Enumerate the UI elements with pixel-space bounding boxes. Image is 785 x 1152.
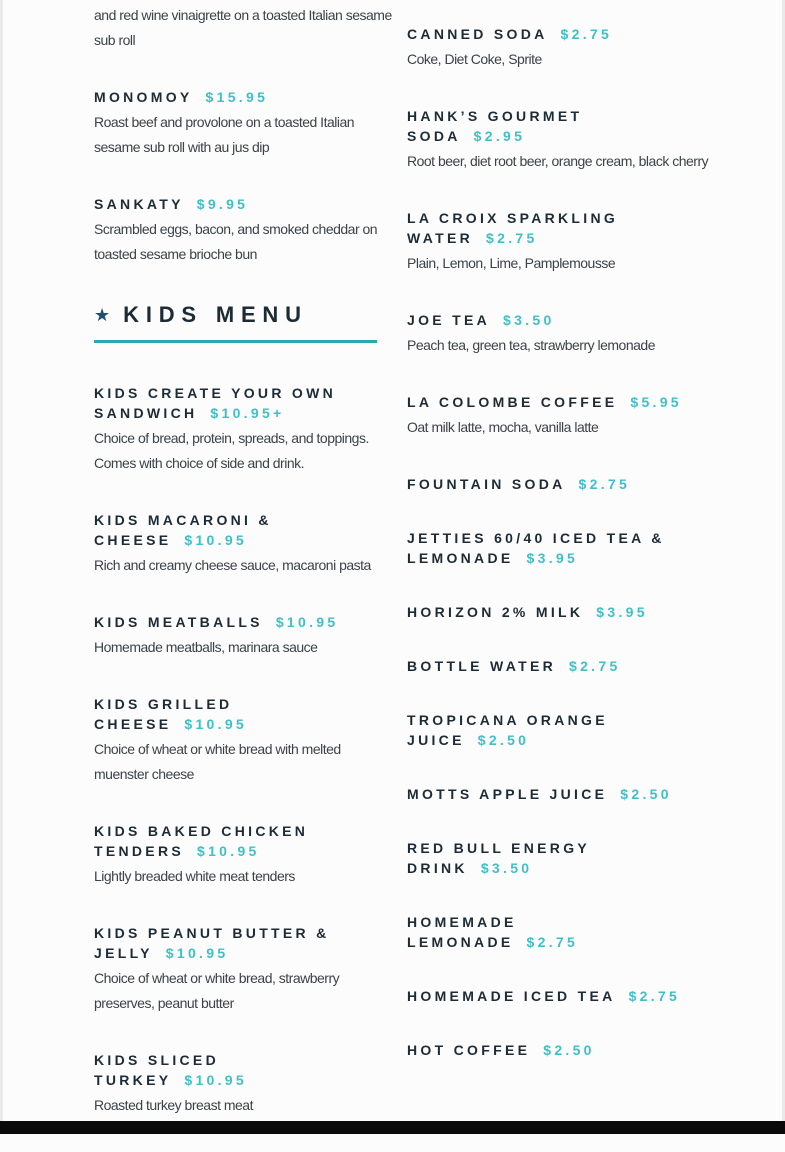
item-price: $2.95 [473,128,526,144]
menu-column-right [407,0,709,1094]
item-description: Plain, Lemon, Lime, Pamplemousse [407,255,616,271]
item-title [407,784,690,804]
item-name: KIDS PEANUT BUTTER & JELLY [94,925,330,961]
item-name: KIDS BAKED CHICKEN TENDERS [94,823,309,859]
item-title [94,923,377,963]
item-name: TROPICANA ORANGE JUICE [407,712,608,748]
menu-item-homemade-lemonade [407,912,690,952]
item-name: FOUNTAIN SODA [407,476,566,492]
kids-menu-section-header [94,301,377,343]
item-title [94,87,377,107]
item-description: Root beer, diet root beer, orange cream, black cherry [407,153,709,169]
item-price: $10.95 [165,945,229,961]
item-description: Homemade meatballs, marinara sauce [94,639,318,655]
item-title [407,986,690,1006]
item-title [94,194,377,214]
item-price: $10.95 [184,1072,247,1088]
item-price: $9.95 [196,196,249,212]
menu-item-tropicana-orange-juice [407,710,690,750]
item-title [407,710,690,750]
item-price: $2.75 [578,476,631,492]
menu-item-bottle-water [407,656,690,676]
item-price: $10.95+ [210,405,285,421]
menu-item-kids-peanut-butter-jelly [94,923,377,1016]
item-name: RED BULL ENERGY DRINK [407,840,590,876]
item-price: $2.75 [486,230,538,246]
item-price: $10.95 [184,716,247,732]
item-price: $2.75 [526,934,579,950]
item-price: $3.95 [596,604,648,620]
item-name: KIDS SLICED TURKEY [94,1052,219,1088]
item-name: HOMEMADE ICED TEA [407,988,616,1004]
menu-item-kids-baked-chicken-tenders [94,821,377,889]
page-left-edge [0,0,3,1134]
menu-item-kids-macaroni-cheese [94,510,377,578]
item-title [407,310,690,330]
item-name: KIDS MEATBALLS [94,614,263,630]
menu-item-canned-soda [407,24,690,72]
item-title [94,383,377,423]
menu-item-hanks-gourmet-soda [407,106,709,174]
item-description: Choice of bread, protein, spreads, and toppings. Comes with choice of side and drink. [94,430,369,471]
menu-item-horizon-2-milk [407,602,690,622]
item-title [407,24,690,44]
item-description: Choice of wheat or white bread with melted muenster cheese [94,741,341,782]
item-title [407,392,690,412]
menu-item-homemade-iced-tea [407,986,690,1006]
menu-item-kids-sliced-turkey [94,1050,377,1118]
item-name: KIDS MACARONI & CHEESE [94,512,272,548]
item-price: $5.95 [630,394,682,410]
menu-item-la-colombe-coffee [407,392,690,440]
item-price: $10.95 [275,614,339,630]
item-name: LA CROIX SPARKLING WATER [407,210,619,246]
section-title-row [94,301,377,332]
item-title [94,821,377,861]
item-description: Oat milk latte, mocha, vanilla latte [407,419,599,435]
item-title [407,1040,690,1060]
menu-item-motts-apple-juice [407,784,690,804]
item-name: JETTIES 60/40 ICED TEA & LEMONADE [407,530,665,566]
footer-bar [0,1121,785,1134]
item-title [94,510,377,550]
menu-item-red-bull-energy-drink [407,838,690,878]
item-description-continued: and red wine vinaigrette on a toasted Italian sesame sub roll [94,7,392,48]
item-description: Scrambled eggs, bacon, and smoked cheddar on toasted sesame brioche bun [94,221,378,262]
menu-item-jetties-6040-iced-tea-lemonade [407,528,690,568]
item-title [407,474,690,494]
item-title [407,208,690,248]
item-name: HORIZON 2% MILK [407,604,584,620]
item-title [407,838,690,878]
item-name: MONOMOY [94,89,193,105]
item-price: $2.75 [569,658,621,674]
item-title [407,528,690,568]
item-description: Lightly breaded white meat tenders [94,868,295,884]
menu-item-joe-tea [407,310,690,358]
item-name: MOTTS APPLE JUICE [407,786,608,802]
item-name: KIDS CREATE YOUR OWN SANDWICH [94,385,337,421]
item-name: LA COLOMBE COFFEE [407,394,618,410]
item-description: Roasted turkey breast meat [94,1097,253,1113]
item-price: $2.50 [543,1042,595,1058]
section-underline [94,340,377,343]
item-description: Roast beef and provolone on a toasted Italian sesame sub roll with au jus dip [94,114,355,155]
item-name: HOT COFFEE [407,1042,531,1058]
item-price: $2.75 [628,988,681,1004]
item-name: HANK’S GOURMET SODA [407,108,583,144]
menu-item-la-croix-sparkling-water [407,208,690,276]
item-description: Rich and creamy cheese sauce, macaroni pasta [94,557,371,573]
item-name: CANNED SODA [407,26,548,42]
item-description: Choice of wheat or white bread, strawberry preserves, peanut butter [94,970,340,1011]
menu-item-monomoy [94,87,377,160]
menu-item-kids-meatballs [94,612,377,660]
item-name: SANKATY [94,196,184,212]
menu-column-left [94,0,392,1152]
item-title [94,694,377,734]
item-price: $3.95 [526,550,579,566]
menu-item-sankaty [94,194,377,267]
menu-item-kids-grilled-cheese [94,694,377,787]
item-price: $2.50 [477,732,530,748]
item-name: JOE TEA [407,312,491,328]
item-name: BOTTLE WATER [407,658,556,674]
item-price: $2.50 [620,786,672,802]
item-price: $3.50 [480,860,533,876]
section-title: KIDS MENU [123,302,308,327]
item-price: $10.95 [184,532,247,548]
item-price: $10.95 [197,843,260,859]
item-price: $3.50 [503,312,555,328]
item-name: HOMEMADE LEMONADE [407,914,517,950]
menu-item-kids-create-your-own-sandwich [94,383,377,476]
menu-item-hot-coffee [407,1040,690,1060]
item-description: Coke, Diet Coke, Sprite [407,51,542,67]
item-title [407,602,690,622]
star-icon: ★ [94,305,111,325]
item-title [94,1050,377,1090]
item-title [407,656,690,676]
item-name: KIDS GRILLED CHEESE [94,696,233,732]
item-price: $2.75 [560,26,613,42]
menu-item-fountain-soda [407,474,690,494]
item-title [94,612,377,632]
item-title [407,912,690,952]
item-description: Peach tea, green tea, strawberry lemonade [407,337,655,353]
item-price: $15.95 [205,89,269,105]
item-title [407,106,690,146]
